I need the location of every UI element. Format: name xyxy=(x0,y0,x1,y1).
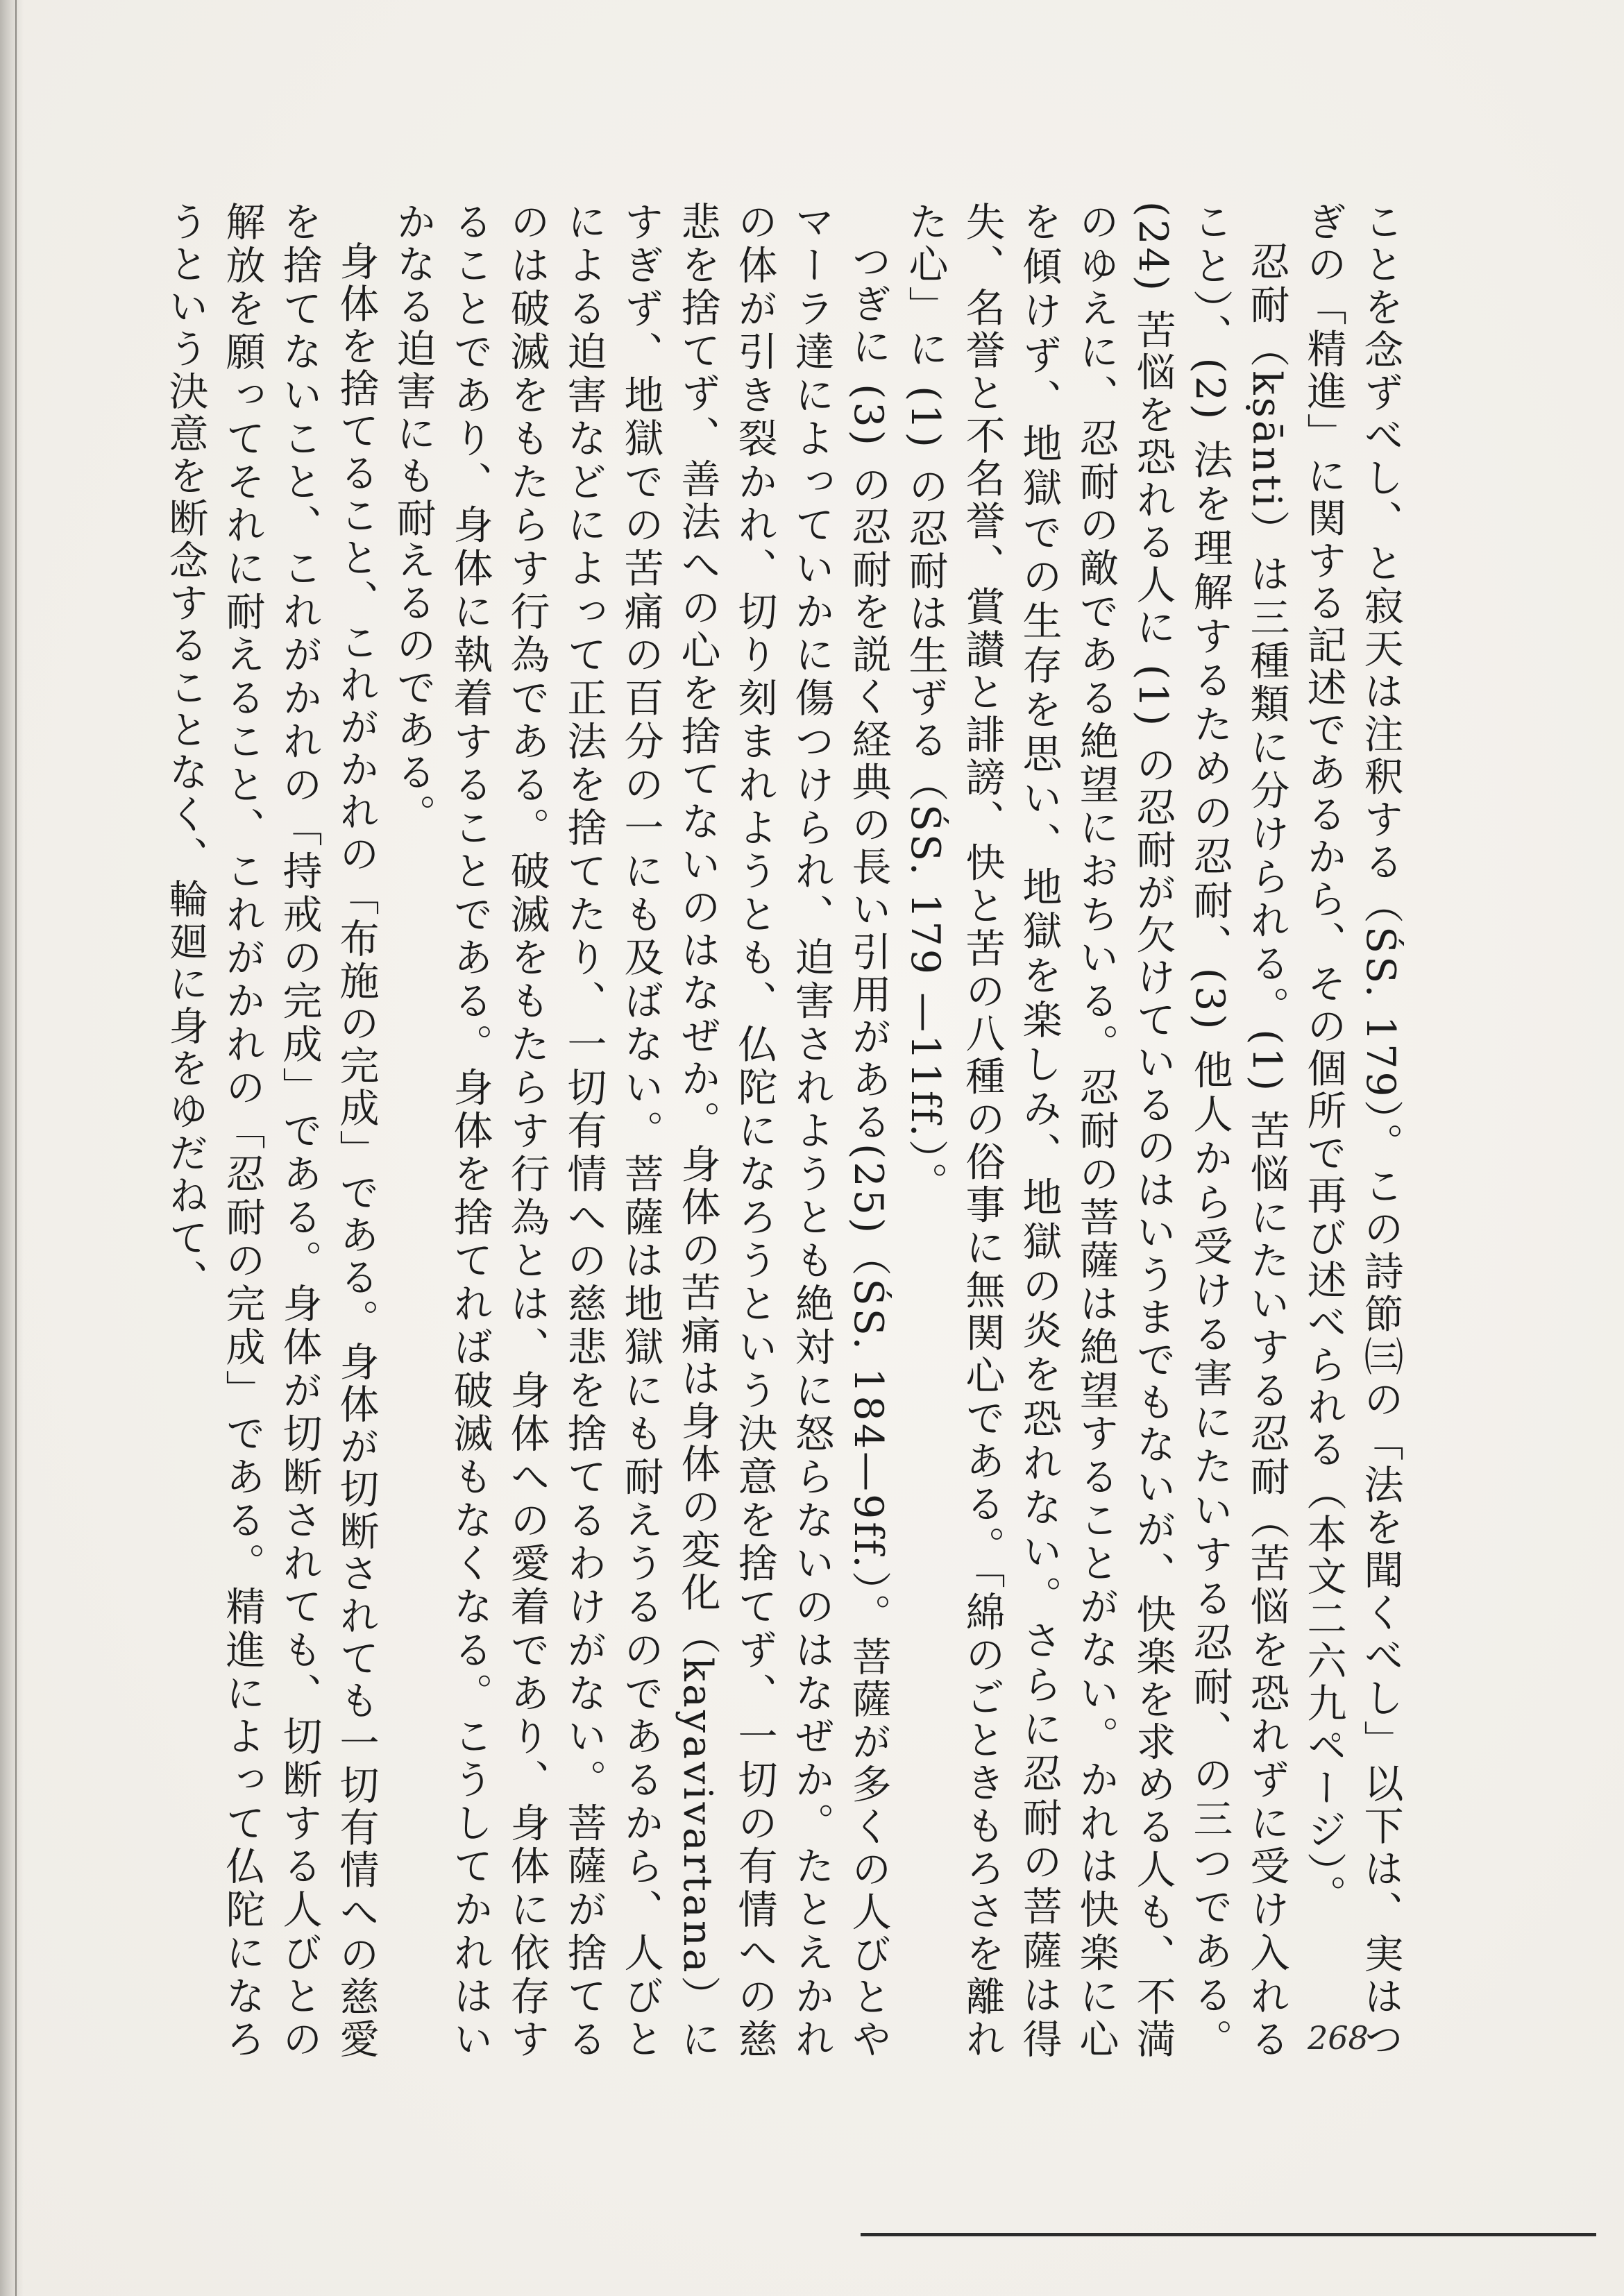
paragraph-3: つぎに (3) の忍耐を説く経典の長い引用がある(25)（ŚS. 184—9ff.）。菩薩が多くの人びとやマーラ達によっていかに傷つけられ、迫害されようとも絶対に怒らないのはなぜか。たとえかれの体が引き裂かれ、切り刻まれようとも、仏陀になろうという決意を捨てず、一切の有情への慈悲を捨てず、善法への心を捨てないのはなぜか。身体の苦痛は身体の変化（kayavivartana）にすぎず、地獄での苦痛の百分の一にも及ばない。菩薩は地獄にも耐えうるのであるから、人びとによる迫害などによって正法を捨てたり、一切有情への慈悲を捨てるわけがない。菩薩が捨てるのは破滅をもたらす行為である。破滅をもたらす行為とは、身体への愛着であり、身体に依存することであり、身体に執着することである。身体を捨てれば破滅もなくなる。こうしてかれはいかなる迫害にも耐えるのである。 xyxy=(390,201,891,2061)
paragraph-2: 忍耐（kṣānti）は三種類に分けられる。(1) 苦悩にたいする忍耐（苦悩を恐れずに受け入れること）、(2) 法を理解するための忍耐、(3) 他人から受ける害にたいする忍耐、の三つである。(24) 苦悩を恐れる人に (1) の忍耐が欠けているのはいうまでもないが、快楽を求める人も、不満のゆえに、忍耐の敵である絶望におちいる。忍耐の菩薩は絶望することがない。かれは快楽に心を傾けず、地獄での生存を思い、地獄を楽しみ、地獄の炎を恐れない。さらに忍耐の菩薩は得失、名誉と不名誉、賞讃と誹謗、快と苦の八種の俗事に無関心である。「綿のごときもろさを離れた心」に (1) の忍耐は生ずる（ŚS. 179 —11ff.）。 xyxy=(902,201,1289,2061)
binding-line xyxy=(15,0,17,2296)
binding-edge xyxy=(0,0,24,2296)
paragraph-4: 身体を捨てること、これがかれの「布施の完成」である。身体が切断されても一切有情への慈愛を捨てないこと、これがかれの「持戒の完成」である。身体が切断されても、切断する人びとの解放を願ってそれに耐えること、これがかれの「忍耐の完成」である。精進によって仏陀になろうという決意を断念することなく、輪廻に身をゆだねて、 xyxy=(162,201,379,2061)
body-text xyxy=(162,201,1409,2061)
paragraph-1: ことを念ずべし、と寂天は注釈する（ŚS. 179）。この詩節㈢の「法を聞くべし」以下は、実はつぎの「精進」に関する記述であるから、その個所で再び述べられる（本文二六九ページ）。 xyxy=(1301,201,1403,2061)
page-number: 268 xyxy=(1308,2019,1369,2057)
bottom-rule xyxy=(861,2233,1596,2236)
